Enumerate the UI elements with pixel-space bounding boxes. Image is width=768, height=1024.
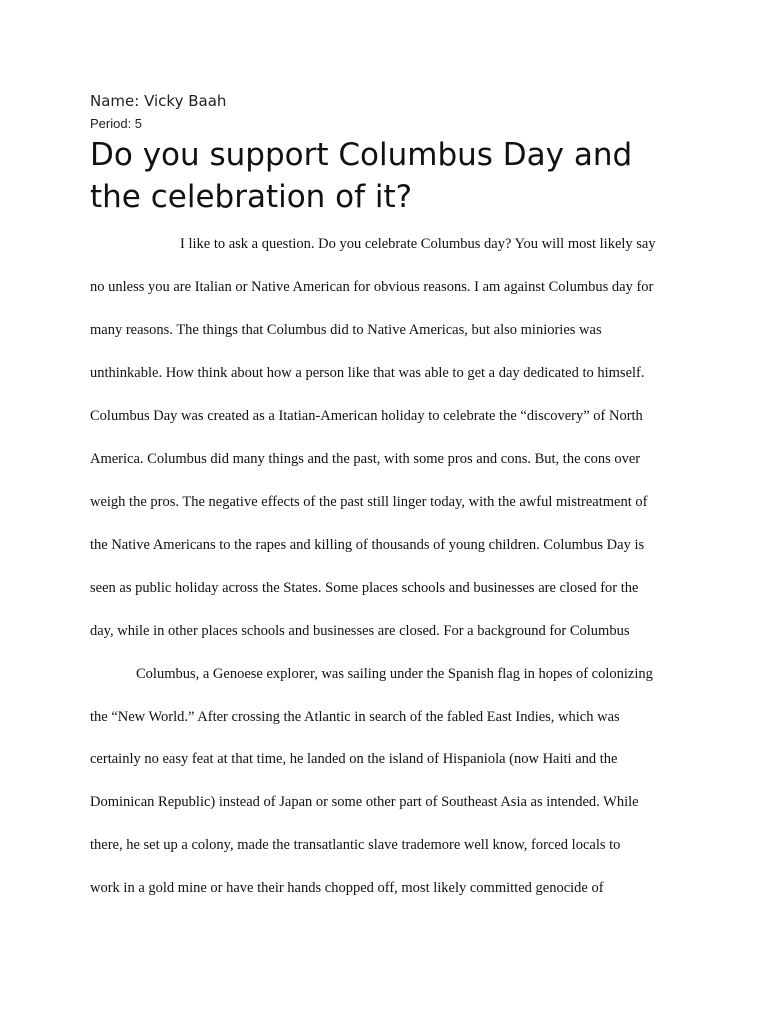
document-title: [90, 134, 710, 218]
text-line: there, he set up a colony, made the transatlantic slave trademore well know, forced locals to: [90, 837, 621, 853]
text-line: I like to ask a question. Do you celebrate Columbus day? You will most likely say: [180, 236, 656, 252]
text-line: certainly no easy feat at that time, he landed on the island of Hispaniola (now Haiti and the: [90, 751, 618, 767]
text-line: Columbus Day was created as a Itatian-American holiday to celebrate the “discovery” of North: [90, 408, 643, 424]
text-line: weigh the pros. The negative effects of the past still linger today, with the awful mistreatment of: [90, 494, 648, 510]
author-name: Name: Vicky Baah: [90, 92, 227, 110]
title-line: the celebration of it?: [90, 179, 413, 215]
text-line: Columbus, a Genoese explorer, was sailing under the Spanish flag in hopes of colonizing: [136, 666, 653, 682]
class-period: Period: 5: [90, 116, 143, 131]
text-line: work in a gold mine or have their hands chopped off, most likely committed genocide of: [90, 880, 604, 896]
text-line: America. Columbus did many things and the past, with some pros and cons. But, the cons over: [90, 451, 641, 467]
text-line: Dominican Republic) instead of Japan or some other part of Southeast Asia as intended. While: [90, 794, 639, 810]
text-line: many reasons. The things that Columbus did to Native Americas, but also miniories was: [90, 322, 602, 338]
text-line: the “New World.” After crossing the Atlantic in search of the fabled East Indies, which was: [90, 709, 620, 725]
title-line: Do you support Columbus Day and: [90, 137, 633, 173]
text-line: no unless you are Italian or Native American for obvious reasons. I am against Columbus day for: [90, 279, 654, 295]
text-line: day, while in other places schools and businesses are closed. For a background for Columbus: [90, 623, 630, 639]
text-line: seen as public holiday across the States. Some places schools and businesses are closed for the: [90, 580, 639, 596]
text-line: the Native Americans to the rapes and killing of thousands of young children. Columbus Day is: [90, 537, 645, 553]
text-line: unthinkable. How think about how a person like that was able to get a day dedicated to himself.: [90, 365, 645, 381]
